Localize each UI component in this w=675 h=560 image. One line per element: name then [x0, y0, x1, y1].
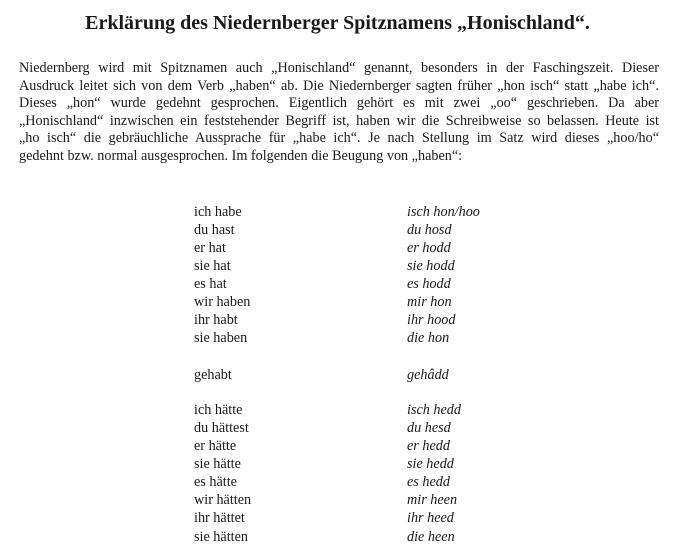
conjugation-row — [0, 528, 675, 546]
standard-form: ich hätte — [194, 402, 243, 418]
dialect-form: du hesd — [407, 420, 451, 436]
dialect-form: die hon — [407, 330, 450, 346]
standard-form: sie hätten — [194, 529, 248, 545]
dialect-form: die heen — [407, 529, 455, 545]
standard-form: ich habe — [194, 204, 242, 220]
conjugation-row — [0, 491, 675, 509]
conjugation-row — [0, 221, 675, 239]
intro-line: Dieses „hon“ wurde gedehnt gesprochen. Eigentlich gehört es mit zwei „oo“ geschrieben. Da aber — [19, 95, 659, 111]
standard-form: es hätte — [194, 474, 237, 490]
conjugation-row — [0, 473, 675, 491]
standard-form: du hast — [194, 222, 235, 238]
conjugation-row — [0, 275, 675, 293]
standard-form: wir haben — [194, 294, 251, 310]
conjugation-row — [0, 401, 675, 419]
standard-form: er hätte — [194, 438, 237, 454]
dialect-form: er hedd — [407, 438, 450, 454]
standard-form: es hat — [194, 276, 227, 292]
dialect-form: du hosd — [407, 222, 452, 238]
dialect-form: er hodd — [407, 240, 451, 256]
intro-line: „ho isch“ die gebräuchliche Aussprache für „habe ich“. Je nach Stellung im Satz wird dieses „hoo/ho“ — [19, 130, 659, 146]
standard-form: sie hat — [194, 258, 231, 274]
participle-row — [0, 366, 675, 384]
dialect-form: isch hedd — [407, 402, 461, 418]
standard-form: er hat — [194, 240, 226, 256]
dialect-form: ihr hood — [407, 312, 456, 328]
standard-form: du hättest — [194, 420, 249, 436]
conjugation-row — [0, 203, 675, 221]
standard-form: wir hätten — [194, 492, 252, 508]
standard-form: sie haben — [194, 330, 248, 346]
dialect-form: mir heen — [407, 492, 458, 508]
conjugation-row — [0, 509, 675, 527]
intro-line: Niedernberg wird mit Spitznamen auch „Honischland“ genannt, besonders in der Faschingszeit. Dieser — [19, 60, 659, 76]
conjugation-row — [0, 329, 675, 347]
dialect-form: sie hodd — [407, 258, 455, 274]
standard-form: ihr hättet — [194, 510, 245, 526]
intro-paragraph — [19, 60, 659, 165]
standard-form: gehabt — [194, 367, 232, 383]
intro-line: „Honischland“ inzwischen ein feststehender Begriff ist, haben wir die Schreibweise so belassen. Heute ist — [19, 112, 659, 129]
standard-form: sie hätte — [194, 456, 241, 472]
conjugation-row — [0, 311, 675, 329]
conjugation-row — [0, 293, 675, 311]
dialect-form: es hedd — [407, 474, 450, 490]
conjugation-row — [0, 239, 675, 257]
dialect-form: isch hon/hoo — [407, 204, 480, 220]
dialect-form: mir hon — [407, 294, 452, 310]
conjugation-row — [0, 455, 675, 473]
conjugation-row — [0, 437, 675, 455]
dialect-form: gehâdd — [407, 367, 449, 383]
dialect-form: es hodd — [407, 276, 451, 292]
standard-form: ihr habt — [194, 312, 238, 328]
intro-line: Ausdruck leitet sich von dem Verb „haben“ ab. Die Niedernberger sagten früher „hon isch“ statt „habe ich“. — [19, 77, 659, 94]
document-title: Erklärung des Niedernberger Spitznamens „Honischland“. — [85, 12, 590, 34]
dialect-form: sie hedd — [407, 456, 454, 472]
intro-line: gedehnt bzw. normal ausgesprochen. Im folgenden die Beugung von „haben“: — [19, 147, 463, 164]
conjugation-row — [0, 419, 675, 437]
dialect-form: ihr heed — [407, 510, 454, 526]
conjugation-row — [0, 257, 675, 275]
